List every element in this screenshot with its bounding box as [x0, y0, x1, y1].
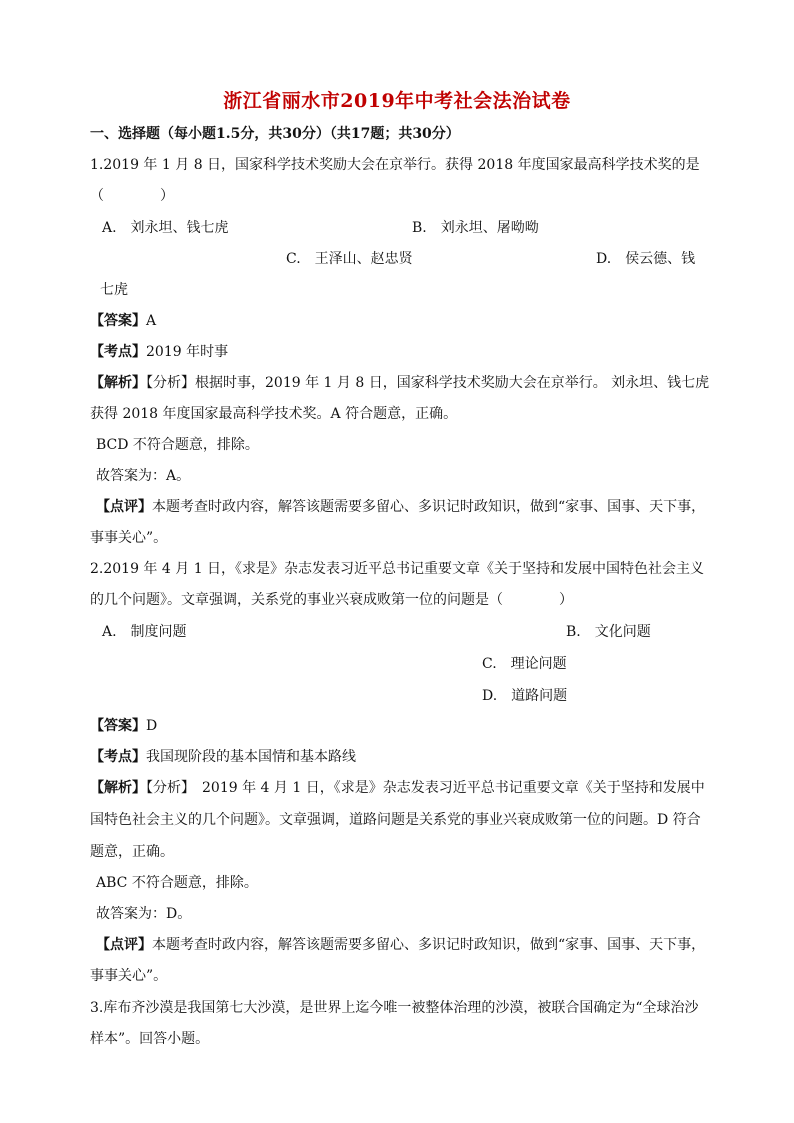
q2-option-b: B. 文化问题 — [566, 624, 651, 640]
q2-analysis-line3: 题意，正确。 — [90, 844, 174, 860]
comment-tag: 【点评】 — [96, 499, 152, 515]
q1-option-a: A. 刘永坦、钱七虎 — [102, 220, 229, 236]
q1-point — [90, 342, 228, 362]
point-value: 我国现阶段的基本国情和基本路线 — [146, 749, 356, 765]
q2-stem-line2: 的几个问题》。文章强调，关系党的事业兴衰成败第一位的问题是（ ） — [90, 592, 573, 608]
q3-stem-line2: 样本”。回答小题。 — [90, 1031, 210, 1047]
section-heading: 一、选择题（每小题1.5分，共30分）（共17题；共30分） — [90, 126, 460, 142]
q2-option-d: D. 道路问题 — [482, 688, 568, 704]
q1-stem-line2: （ ） — [90, 188, 174, 204]
point-tag: 【考点】 — [90, 344, 146, 360]
analysis-tag: 【解析】 — [90, 375, 146, 391]
analysis-text: 【分析】 2019 年 4 月 1 日，《求是》杂志发表习近平总书记重要文章《关于坚持和发展中 — [146, 780, 705, 796]
q1-option-d-continued: 七虎 — [100, 282, 128, 298]
q1-analysis-line3: BCD 不符合题意，排除。 — [96, 437, 259, 453]
answer-tag: 【答案】 — [90, 313, 146, 329]
answer-value: D — [146, 718, 158, 734]
analysis-text: 【分析】根据时事，2019 年 1 月 8 日，国家科学技术奖励大会在京举行。 刘永坦、钱七虎 — [146, 375, 710, 391]
q1-option-b: B. 刘永坦、屠呦呦 — [412, 220, 539, 236]
q1-analysis-line2: 获得 2018 年度国家最高科学技术奖。A 符合题意，正确。 — [90, 406, 458, 422]
answer-value: A — [146, 313, 157, 329]
point-tag: 【考点】 — [90, 749, 146, 765]
q2-option-a: A. 制度问题 — [102, 624, 187, 640]
q1-analysis-line4: 故答案为：A。 — [96, 468, 191, 484]
q2-analysis-line4: ABC 不符合题意，排除。 — [96, 875, 258, 891]
q2-option-c: C. 理论问题 — [482, 656, 567, 672]
q2-answer — [90, 716, 157, 736]
q3-stem-line1: 3.库布齐沙漠是我国第七大沙漠，是世界上迄今唯一被整体治理的沙漠，被联合国确定为“全球治沙 — [90, 1000, 699, 1016]
comment-tag: 【点评】 — [96, 937, 152, 953]
q2-analysis-line5: 故答案为：D。 — [96, 906, 192, 922]
q1-stem-line1: 1.2019 年 1 月 8 日，国家科学技术奖励大会在京举行。获得 2018 年度国家最高科学技术奖的是 — [90, 157, 700, 173]
page-title: 浙江省丽水市2019年中考社会法治试卷 — [223, 90, 571, 112]
q1-option-d: D. 侯云德、钱 — [596, 251, 696, 267]
comment-text: 本题考查时政内容，解答该题需要多留心、多识记时政知识，做到“家事、国事、天下事， — [152, 499, 706, 515]
q2-point — [90, 747, 356, 767]
q1-comment-line2: 事事关心”。 — [90, 530, 168, 546]
q2-comment-line1 — [96, 935, 705, 955]
q2-analysis-line1 — [90, 778, 705, 798]
q1-analysis-line1 — [90, 373, 709, 393]
comment-text: 本题考查时政内容，解答该题需要多留心、多识记时政知识，做到“家事、国事、天下事， — [152, 937, 706, 953]
q2-stem-line1: 2.2019 年 4 月 1 日，《求是》杂志发表习近平总书记重要文章《关于坚持和发展中国特色社会主义 — [90, 561, 705, 577]
answer-tag: 【答案】 — [90, 718, 146, 734]
q1-option-c: C. 王泽山、赵忠贤 — [286, 251, 413, 267]
q2-comment-line2: 事事关心”。 — [90, 968, 168, 984]
q2-analysis-line2: 国特色社会主义的几个问题》。文章强调，道路问题是关系党的事业兴衰成败第一位的问题。D 符合 — [90, 812, 701, 828]
analysis-tag: 【解析】 — [90, 780, 146, 796]
point-value: 2019 年时事 — [146, 344, 229, 360]
q1-answer — [90, 311, 156, 331]
q1-comment-line1 — [96, 497, 705, 517]
